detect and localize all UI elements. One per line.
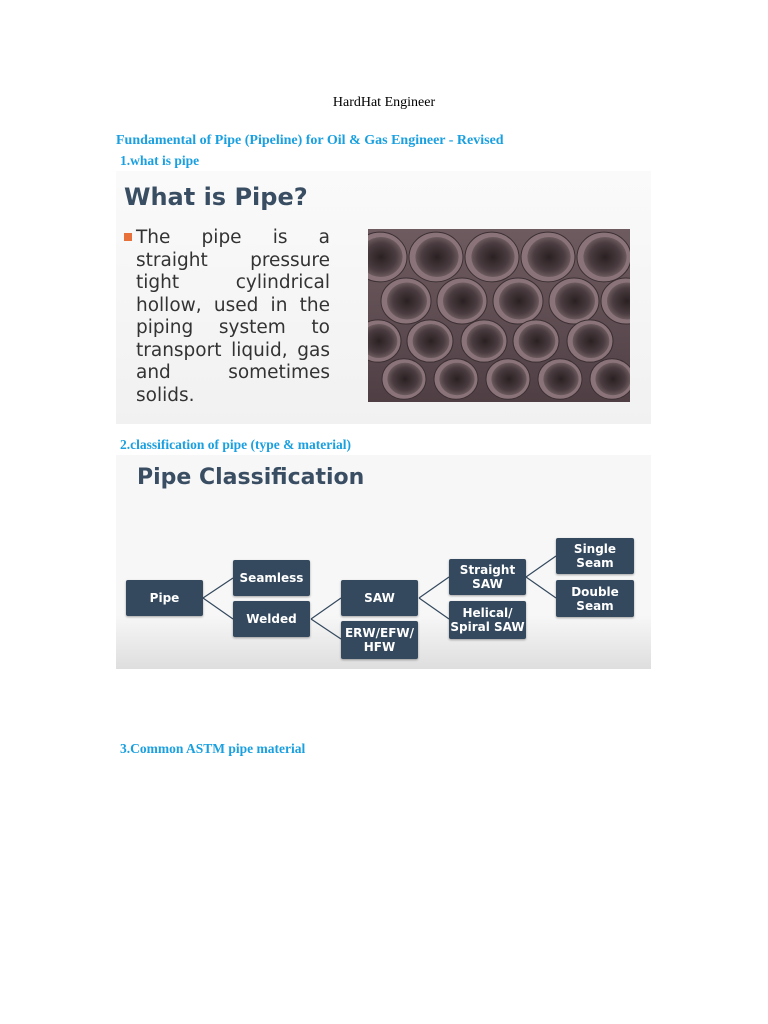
- pipe-bore: [573, 324, 610, 358]
- pipe-bore: [555, 283, 595, 320]
- pipe-bore: [439, 363, 474, 396]
- node-saw: SAW: [341, 580, 418, 616]
- pipe-bore: [543, 363, 578, 396]
- node-straight-saw: Straight SAW: [449, 559, 526, 595]
- pipe-bore: [595, 363, 630, 396]
- node-seamless: Seamless: [233, 560, 310, 596]
- pipe-bore: [491, 363, 526, 396]
- document-header: HardHat Engineer: [332, 95, 436, 110]
- pipe-bore: [467, 324, 504, 358]
- pipe-bore: [415, 237, 458, 277]
- section-heading-what-is-pipe: 1.what is pipe: [120, 153, 200, 168]
- what-is-pipe-slide: [116, 171, 651, 424]
- pipe-definition-text: The pipe is a straight pressure tight cylindrical hollow, used in the piping system to transport liquid, gas and sometimes solids.: [136, 227, 330, 406]
- pipe-bore: [499, 283, 539, 320]
- pipe-bore: [471, 237, 514, 277]
- document-title: Fundamental of Pipe (Pipeline) for Oil & Gas Engineer - Revised: [116, 133, 504, 148]
- node-erw-efw-hfw: ERW/EFW/ HFW: [341, 621, 418, 659]
- pipe-bore: [519, 324, 556, 358]
- pipe-classification-slide: [116, 455, 651, 669]
- pipe-bore: [583, 237, 626, 277]
- node-helical-spiral-saw: Helical/ Spiral SAW: [449, 601, 526, 639]
- node-single-seam: Single Seam: [556, 538, 634, 574]
- node-pipe: Pipe: [126, 580, 203, 616]
- pipe-bore: [443, 283, 483, 320]
- node-double-seam: Double Seam: [556, 580, 634, 617]
- pipe-bore: [527, 237, 570, 277]
- slide-title: Pipe Classification: [137, 465, 365, 490]
- pipe-bore: [387, 363, 422, 396]
- section-heading-astm-material: 3.Common ASTM pipe material: [120, 741, 306, 756]
- bullet-icon: [124, 233, 132, 241]
- pipe-bore: [387, 283, 427, 320]
- node-welded: Welded: [233, 601, 310, 637]
- section-heading-classification: 2.classification of pipe (type & material): [120, 437, 351, 452]
- pipe-stack-photo: [368, 229, 630, 402]
- slide-title: What is Pipe?: [124, 183, 308, 211]
- pipe-bore: [413, 324, 450, 358]
